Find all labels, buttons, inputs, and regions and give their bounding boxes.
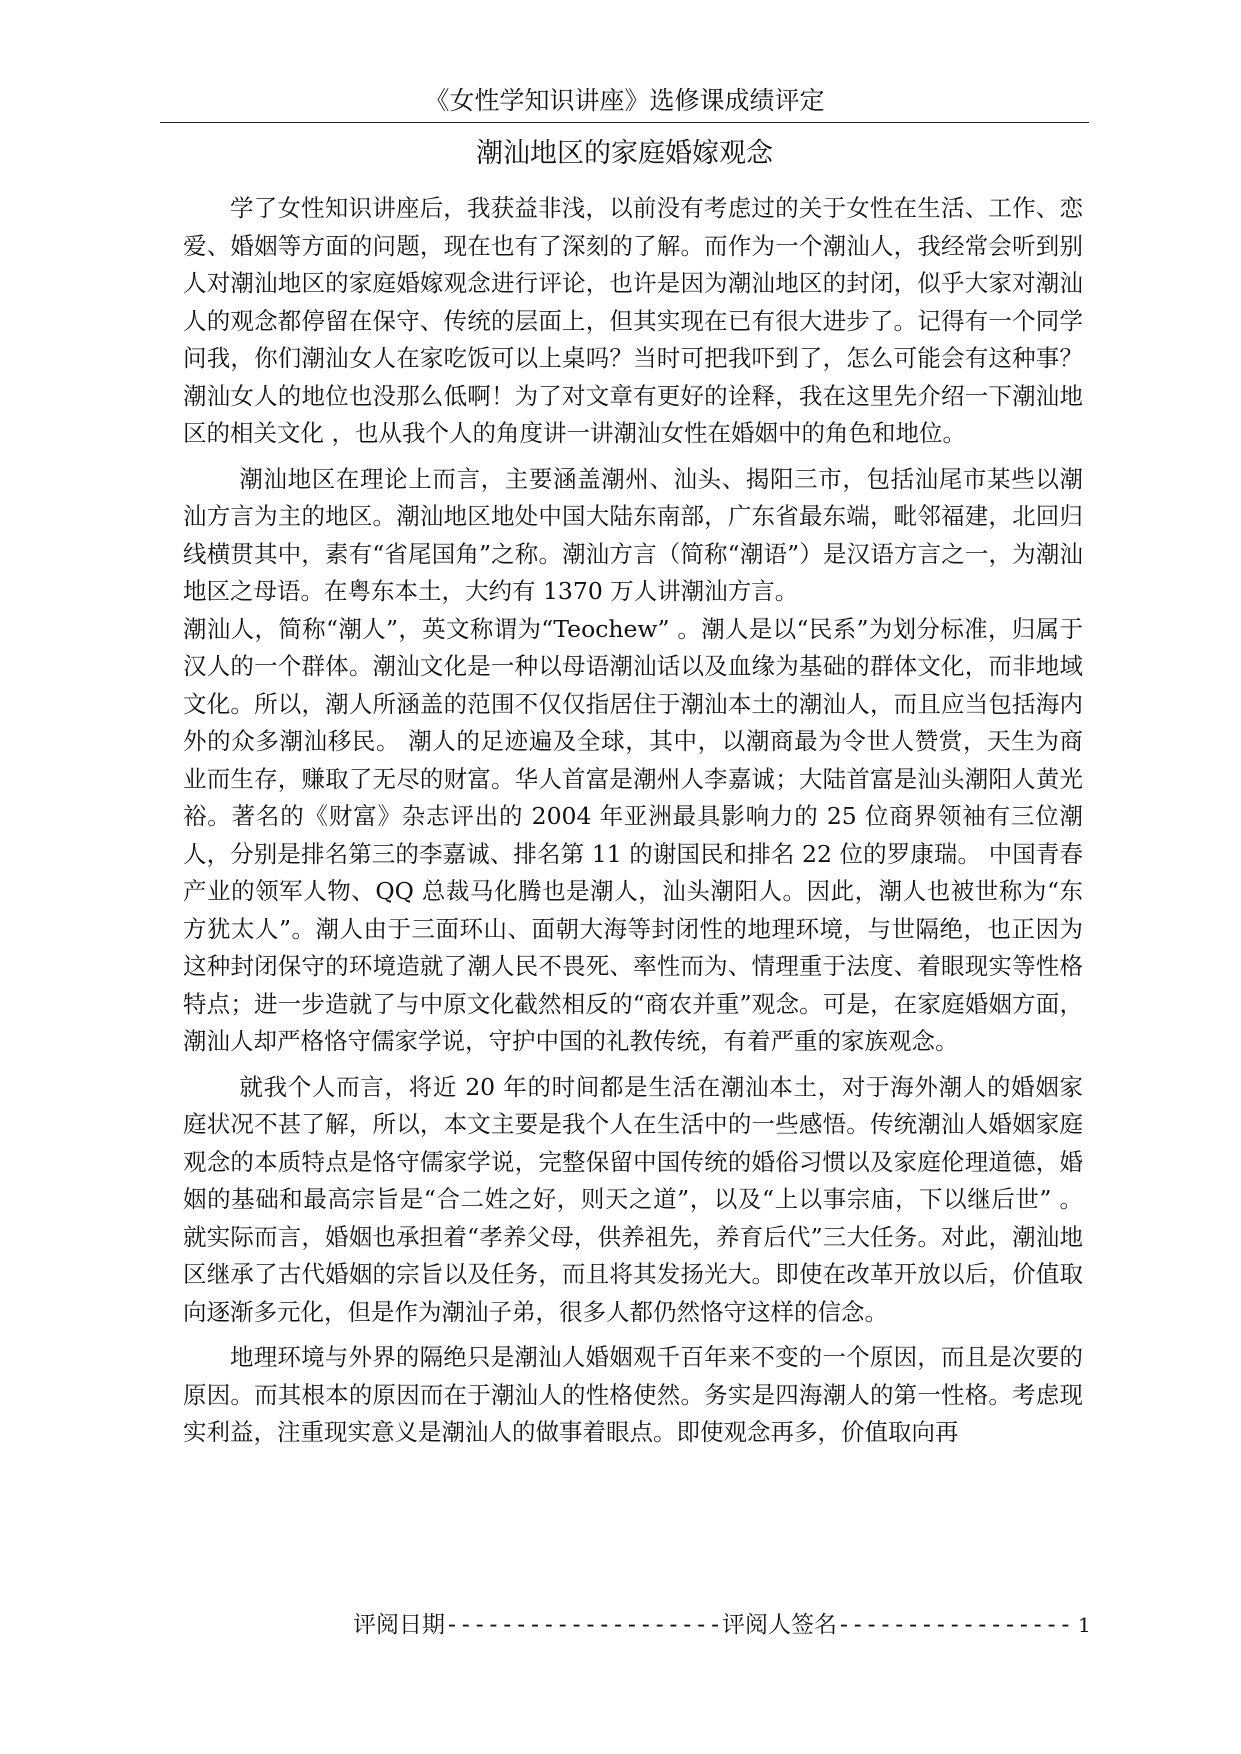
paragraph-1: 学了女性知识讲座后，我获益非浅，以前没有考虑过的关于女性在生活、工作、恋爱、婚姻等方面的问题，现在也有了深刻的了解。而作为一个潮汕人，我经常会听到别人对潮汕地区的家庭婚嫁观念进行评论，也许是因为潮汕地区的封闭，似乎大家对潮汕人的观念都停留在保守、传统的层面上，但其实现在已有很大进步了。记得有一个同学问我，你们潮汕女人在家吃饭可以上桌吗？当时可把我吓到了，怎么可能会有这种事？潮汕女人的地位也没那么低啊！为了对文章有更好的诠释，我在这里先介绍一下潮汕地区的相关文化 ，也从我个人的角度讲一讲潮汕女性在婚姻中的角色和地位。 <box>183 194 1083 447</box>
document-title: 潮汕地区的家庭婚嫁观念 <box>476 138 773 169</box>
paragraph-5: 地理环境与外界的隔绝只是潮汕人婚姻观千百年来不变的一个原因，而且是次要的原因。而其根本的原因而在于潮汕人的性格使然。务实是四海潮人的第一性格。考虑现实利益，注重现实意义是潮汕人的做事着眼点。即使观念再多，价值取向再 <box>183 1343 1083 1446</box>
page-number: 1 <box>1078 1613 1091 1637</box>
page-header: 《女性学知识讲座》选修课成绩评定 <box>424 86 825 115</box>
grading-footer: 评阅日期--------------------评阅人签名----------------- <box>353 1612 1073 1638</box>
paragraph-3: 潮汕人，简称“潮人”，英文称谓为“Teochew” 。潮人是以“民系”为划分标准，归属于汉人的一个群体。潮汕文化是一种以母语潮汕话以及血缘为基础的群体文化，而非地域文化。所以，潮人所涵盖的范围不仅仅指居住于潮汕本土的潮汕人，而且应当包括海内外的众多潮汕移民。 潮人的足迹遍及全球，其中，以潮商最为令世人赞赏，天生为商业而生存，赚取了无尽的财富。华人首富是潮州人李嘉诚；大陆首富是汕头潮阳人黄光裕。著名的《财富》杂志评出的 2004 年亚洲最具影响力的 25 位商界领袖有三位潮人，分别是排名第三的李嘉诚、排名第 11 的谢国民和排名 22 位的罗康瑞。 中国青春产业的领军人物、QQ 总裁马化腾也是潮人，汕头潮阳人。因此，潮人也被世称为“东方犹太人”。潮人由于三面环山、面朝大海等封闭性的地理环境，与世隔绝，也正因为这种封闭保守的环境造就了潮人民不畏死、率性而为、情理重于法度、着眼现实等性格特点；进一步造就了与中原文化截然相反的“商农并重”观念。可是，在家庭婚姻方面，潮汕人却严格恪守儒家学说，守护中国的礼教传统，有着严重的家族观念。 <box>183 614 1083 1055</box>
paragraph-2: 潮汕地区在理论上而言，主要涵盖潮州、汕头、揭阳三市，包括汕尾市某些以潮汕方言为主的地区。潮汕地区地处中国大陆东南部，广东省最东端，毗邻福建，北回归线横贯其中，素有“省尾国角”之称。潮汕方言（简称“潮语”）是汉语方言之一，为潮汕地区之母语。在粤东本土，大约有 1370 万人讲潮汕方言。 <box>183 464 1083 605</box>
paragraph-4: 就我个人而言，将近 20 年的时间都是生活在潮汕本土，对于海外潮人的婚姻家庭状况不甚了解，所以，本文主要是我个人在生活中的一些感悟。传统潮汕人婚姻家庭观念的本质特点是恪守儒家学说，完整保留中国传统的婚俗习惯以及家庭伦理道德，婚姻的基础和最高宗旨是“合二姓之好，则天之道”，以及“上以事宗庙，下以继后世” 。就实际而言，婚姻也承担着“孝养父母，供养祖先，养育后代”三大任务。对此，潮汕地区继承了古代婚姻的宗旨以及任务，而且将其发扬光大。即使在改革开放以后，价值取向逐渐多元化，但是作为潮汕子弟，很多人都仍然恪守这样的信念。 <box>183 1072 1083 1326</box>
header-rule <box>160 122 1089 123</box>
document-body <box>183 190 1083 1452</box>
